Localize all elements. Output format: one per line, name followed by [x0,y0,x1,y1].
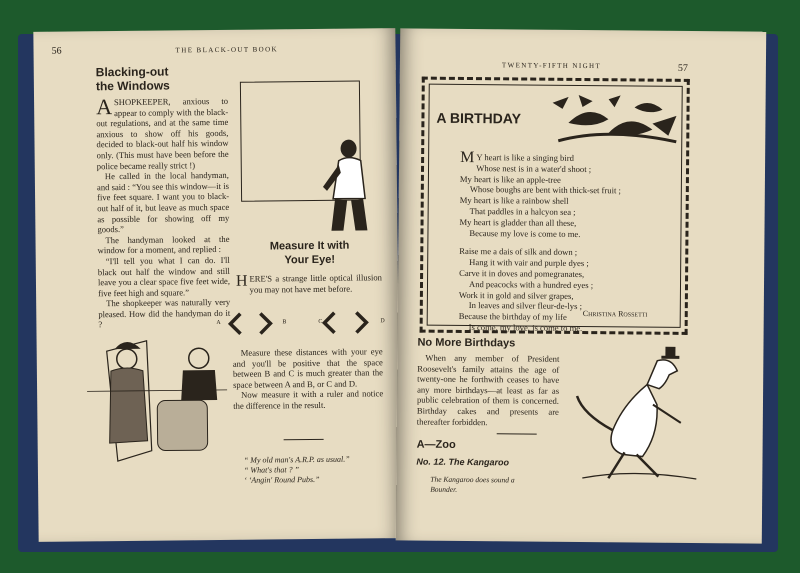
drop-cap-a: A [95,94,113,120]
zoo-caption [430,475,514,496]
poem-line: Hang it with vair and purple dyes ; [469,257,589,269]
label-b: B [282,319,287,326]
title-line-1: Measure It with [269,239,350,253]
zoo-title: A—Zoo [416,438,456,451]
no-more-birthdays-title: No More Birthdays [417,336,516,350]
poem-line: Raise me a dais of silk and down ; [459,246,578,258]
birds-illustration [548,93,678,146]
right-page [396,28,766,543]
poem-body [458,148,622,334]
poem-line: Because the birthday of my life [458,311,567,323]
paragraph: SHOPKEEPER, anxious to appear to comply with the black-out regulations, and at the same time anxious to show off his goods, decided to black-out half his window only. (This must have been before the police became really strict !) [96,95,229,171]
poem-line: Because my love is come to me. [469,227,581,239]
article-title-measure [250,238,370,267]
poem-line: Y heart is like a singing bird [476,152,574,163]
label-c: C [318,318,323,325]
poem-line: My heart is gladder than all these, [459,216,577,228]
paragraph: Now measure it with a ruler and notice the difference in the result. [233,388,384,411]
paragraph: Measure these distances with your eye and you'll be positive that the space between B and C is much greater than the space between A and B, or C and D. [232,346,383,390]
poem-title: A BIRTHDAY [436,109,522,127]
article-intro-measure [236,272,382,295]
running-head-left: THE BLACK-OUT BOOK [175,45,279,55]
paragraph: The shopkeeper was naturally very pleased. How did the handyman do it ? [98,297,231,330]
poem-line: Work it in gold and silver grapes, [458,289,574,301]
poem-line: My heart is like an apple-tree [459,173,561,185]
divider [497,433,537,434]
quote-line: ‘ ‘Angin' Round Pubs.” [243,474,320,485]
caption-line: Bounder. [430,484,458,494]
title-line-1: Blacking-out [95,64,169,80]
caption-line: The Kangaroo does sound a [430,474,515,485]
article-body-blacking-out [96,96,230,330]
cartoon-caption [244,455,350,486]
drop-cap-h: H [235,272,248,290]
poem-frame [420,77,690,335]
left-page [33,28,400,542]
poem-author: Christina Rossetti [582,309,648,319]
label-a: A [216,319,221,327]
article-body-measure [233,346,384,411]
poem-line: That paddles in a halcyon sea ; [469,206,576,217]
page-number-left: 56 [51,45,62,57]
paragraph: ERE'S a strange little optical illusion you may not have met before. [249,272,382,295]
label-d: D [380,318,385,325]
poem-line: My heart is like a rainbow shell [459,195,569,207]
poem-line: And peacocks with a hundred eyes ; [468,278,594,290]
poem-line: Is come, my love, is come to me. [468,321,583,333]
divider [284,439,324,440]
handyman-illustration [320,138,381,234]
poem-line: Whose boughs are bent with thick-set fruit ; [469,184,621,196]
page-number-right: 57 [677,62,688,74]
paragraph: “I'll tell you what I can do. I'll black out half the window and still leave you a clear space five feet wide, five feet high and square.” [97,254,231,298]
article-title-blacking-out [96,64,170,93]
zoo-subtitle: No. 12. The Kangaroo [416,456,510,468]
running-head-right: TWENTY-FIFTH NIGHT [501,61,602,71]
poem-stanza-2 [459,246,621,334]
optical-illusion-arrows [224,310,384,338]
paragraph: He called in the local handyman, and said : “You see this window—it is five feet square. I want you to black-out half of it, but leave as much space as possible for showing off my goods.” [96,170,230,235]
poem-line: In leaves and silver fleur-de-lys ; [468,300,583,312]
poem-line: Whose nest is in a water'd shoot ; [476,162,592,174]
paragraph: The handyman looked at the window for a moment, and replied : [97,233,230,256]
poem-line: Carve it in doves and pomegranates, [459,267,585,279]
quote-line: “ What's that ? ” [243,465,300,475]
no-more-birthdays-body: When any member of President Roosevelt's family attains the age of twenty-one he forthwith ceases to have any more birthdays—at least as far as public celebration of them is concerned. Birthday cakes and presents are thereafter forbidden. [416,352,560,427]
poem-stanza-1 [459,148,621,240]
quote-line: “ My old man's A.R.P. as usual.” [243,454,350,465]
title-line-2: the Windows [95,78,170,94]
drop-cap-m: M [460,148,475,167]
title-line-2: Your Eye! [284,253,336,267]
cartoon-illustration [86,330,227,471]
kangaroo-illustration [572,344,703,485]
